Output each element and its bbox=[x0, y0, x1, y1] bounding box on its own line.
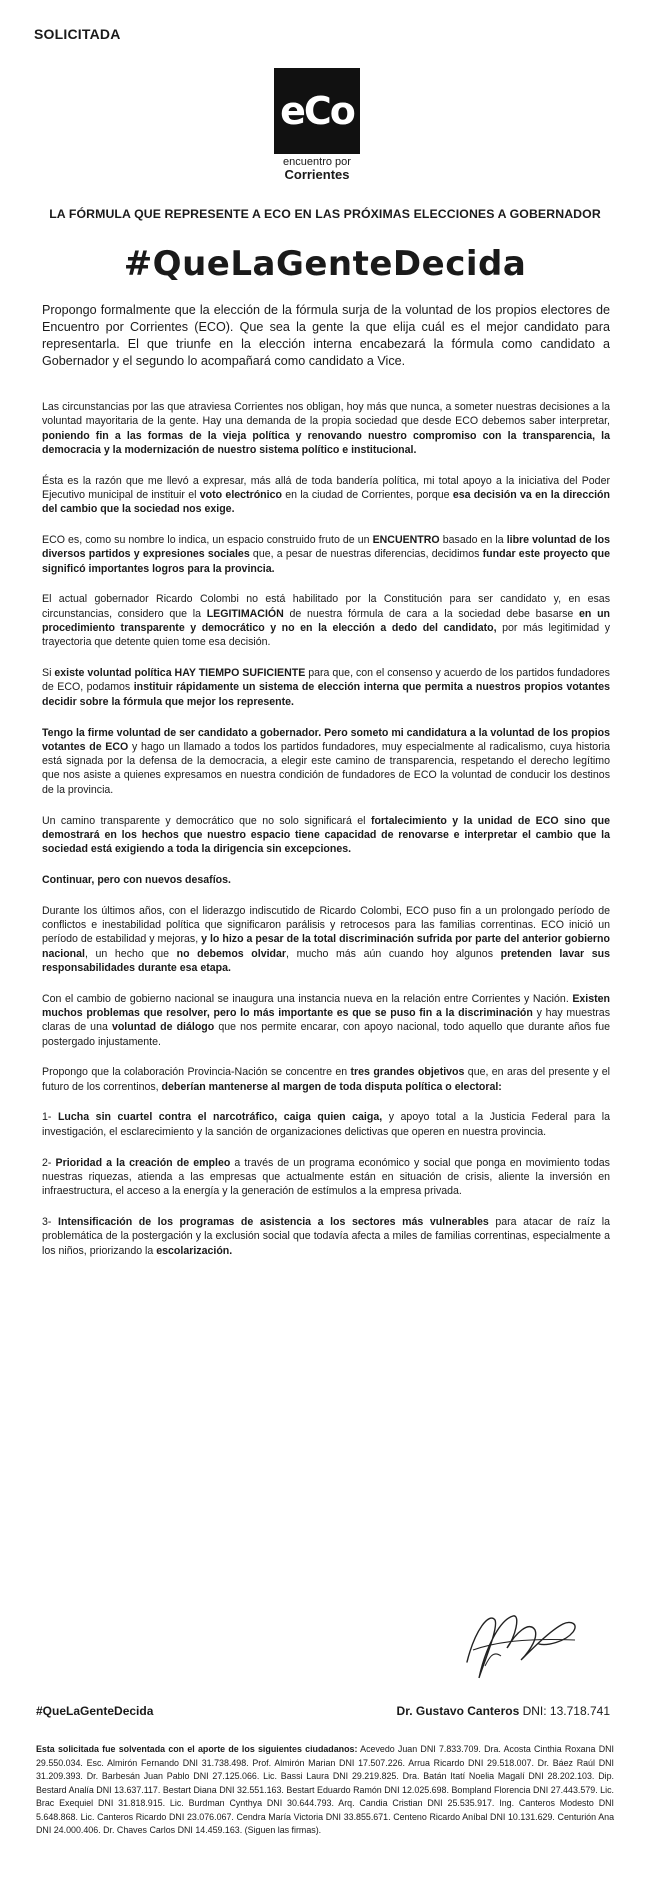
section-label: SOLICITADA bbox=[34, 26, 121, 42]
bold-text: Existen muchos problemas que resolver, pero lo más importante es que se puso fin a la discriminación bbox=[42, 992, 610, 1019]
bold-text: Continuar, pero con nuevos desafíos. bbox=[42, 873, 231, 886]
body-paragraph bbox=[42, 992, 610, 1049]
body-text: Un camino transparente y democrático que no solo significará el bbox=[42, 814, 371, 827]
body-text: , mucho más aún cuando hoy algunos bbox=[286, 947, 501, 960]
body-paragraph bbox=[42, 533, 610, 576]
bold-text: en un procedimiento transparente y democrático y no en la elección a dedo del candidato, bbox=[42, 607, 611, 635]
body-paragraph bbox=[42, 1110, 610, 1139]
body-text: a través de un programa económico y social que ponga en movimiento todas nuestras riquezas, atienda a las empresas que actualmente están en situación de crisis, aliente la inversión en infraestructura, el acceso a la energía y la generación de estímulos a la empresa privada. bbox=[42, 1156, 610, 1198]
bold-text: fundar este proyecto que significó importantes logros para la provincia. bbox=[42, 548, 610, 575]
eco-logo bbox=[274, 68, 360, 154]
body-paragraph bbox=[42, 1215, 610, 1258]
bold-text: esa decisión va en la dirección del cambio que la sociedad nos exige. bbox=[42, 488, 610, 516]
body-text: 1- bbox=[42, 1111, 58, 1124]
body-paragraph bbox=[42, 814, 610, 857]
body-text: Las circunstancias por las que atraviesa Corrientes nos obligan, hoy más que nunca, a someter nuestras decisiones a la voluntad mayoritaria de la gente. Hay una demanda de la propia sociedad que desde ECO debemos saber interpretar, bbox=[42, 401, 610, 428]
signer-block bbox=[397, 1704, 610, 1718]
body-text: en la ciudad de Corrientes, porque bbox=[281, 488, 453, 501]
body-paragraph bbox=[42, 1156, 610, 1199]
body-text: Propongo que la colaboración Provincia-Nación se concentre en bbox=[42, 1066, 351, 1079]
body-text: El actual gobernador Ricardo Colombi no está habilitado por la Constitución para ser candidato y, en esas circunstancias, considero que la bbox=[42, 593, 610, 620]
body-paragraph bbox=[42, 873, 610, 887]
bold-text: Intensificación de los programas de asistencia a los sectores más vulnerables bbox=[58, 1215, 489, 1228]
bold-text: Tengo la firme voluntad de ser candidato a gobernador. Pero someto mi candidatura a la voluntad de los propios votantes de ECO bbox=[42, 726, 610, 753]
article-body bbox=[42, 400, 610, 1274]
logo-line2: Corrientes bbox=[284, 167, 350, 182]
body-paragraph bbox=[42, 726, 610, 797]
body-text: , un hecho que bbox=[84, 947, 177, 960]
bold-text: poniendo fin a las formas de la vieja política y renovando nuestro compromiso con la transparencia, la democracia y la modernización de nuestro sistema político e institucional. bbox=[42, 429, 610, 456]
bold-text: y lo hizo a pesar de la total discriminación sufrida por parte del anterior gobierno nacional bbox=[42, 933, 610, 960]
body-text: y hago un llamado a todos los partidos fundadores, muy especialmente al radicalismo, cuya historia está signada por la defensa de la democracia, a elegir este camino de transparencia, respetando el derecho legítimo que nos asiste a quienes expresamos en nuestra condición de fundadores de ECO la voluntad de conducir los destinos de la provincia. bbox=[42, 740, 610, 796]
body-text: 3- bbox=[42, 1215, 58, 1228]
body-text: Durante los últimos años, con el liderazgo indiscutido de Ricardo Colombi, ECO puso fin a un prolongado período de conflictos e inestabilidad política que significaron parálisis y retrocesos para las familias correntinas. ECO inició un período de estabilidad y mejoras, bbox=[42, 904, 610, 946]
handwritten-signature bbox=[455, 1590, 585, 1685]
bold-text: libre voluntad de los diversos partidos y expresiones sociales bbox=[42, 534, 611, 561]
body-paragraph bbox=[42, 1065, 610, 1094]
footer-hashtag: #QueLaGenteDecida bbox=[36, 1704, 154, 1718]
body-paragraph bbox=[42, 666, 610, 709]
body-paragraph bbox=[42, 904, 610, 975]
contributors-block bbox=[36, 1743, 614, 1838]
bold-text: voto electrónico bbox=[199, 488, 282, 501]
contributors-lead: Esta solicitada fue solventada con el aporte de los siguientes ciudadanos: bbox=[36, 1744, 358, 1754]
logo-line1: encuentro por bbox=[283, 156, 351, 168]
body-paragraph bbox=[42, 592, 610, 649]
signer-name: Dr. Gustavo Canteros bbox=[396, 1704, 520, 1718]
body-text: Si bbox=[42, 667, 55, 680]
page-title: #QueLaGenteDecida bbox=[123, 244, 527, 284]
headline: LA FÓRMULA QUE REPRESENTE A ECO EN LAS PRÓXIMAS ELECCIONES A GOBERNADOR bbox=[49, 207, 601, 221]
bold-text: existe voluntad política HAY TIEMPO SUFICIENTE bbox=[54, 667, 306, 680]
body-text: que nos permite encarar, con apoyo nacional, todo aquello que durante años fue postergado injustamente. bbox=[42, 1021, 610, 1048]
bold-text: no debemos olvidar bbox=[176, 947, 287, 960]
bold-text: voluntad de diálogo bbox=[111, 1021, 215, 1034]
body-text: 2- bbox=[42, 1156, 56, 1169]
bold-text: Lucha sin cuartel contra el narcotráfico, caiga quien caiga, bbox=[57, 1111, 383, 1124]
body-text: ECO es, como su nombre lo indica, un espacio construido fruto de un bbox=[42, 534, 373, 547]
body-text: que, en aras del presente y el futuro de los correntinos, bbox=[42, 1066, 610, 1093]
bold-text: fortalecimiento y la unidad de ECO sino que demostrará en los hechos que nuestro espacio tiene capacidad de renovarse e interpretar el cambio que la sociedad está exigiendo a toda la dirigencia sin excepciones. bbox=[42, 814, 610, 856]
body-text: que, a pesar de nuestras diferencias, decidimos bbox=[249, 548, 483, 561]
bold-text: tres grandes objetivos bbox=[350, 1066, 465, 1079]
body-text: para atacar de raíz la problemática de la postergación y la exclusión social que todavía afecta a miles de familias correntinas, especialmente a los niños, priorizando la bbox=[42, 1215, 610, 1257]
body-text: Con el cambio de gobierno nacional se inaugura una instancia nueva en la relación entre Corrientes y Nación. bbox=[42, 992, 573, 1005]
body-text: basado en la bbox=[439, 534, 507, 547]
body-text: para que, con el consenso y acuerdo de los partidos fundadores de ECO, podamos bbox=[42, 667, 610, 694]
signer-dni: DNI: 13.718.741 bbox=[522, 1704, 610, 1718]
contributors-list: Acevedo Juan DNI 7.833.709. Dra. Acosta Cinthia Roxana DNI 29.550.034. Esc. Almirón Fernando DNI 31.738.498. Prof. Almirón Marian DNI 17.507.226. Arrua Ricardo DNI 29.518.007. Dr. Báez Raúl DNI 31.209.393. Dr. Barbesán Juan Pablo DNI 27.125.066. Lic. Bassi Laura DNI 29.219.825. Dra. Batán Itatí Noelia Magalí DNI 28.202.103. Dip. Bestard Analía DNI 13.637.117. Bestart Diana DNI 32.551.163. Bestart Eduardo Ramón DNI 12.025.698. Bompland Florencia DNI 27.443.579. Lic. Brac Exequiel DNI 31.818.915. Lic. Burdman Cynthya DNI 30.644.793. Arq. Candia Cristian DNI 25.535.917. Ing. Canteros Modesto DNI 5.648.868. Lic. Canteros Ricardo DNI 23.076.067. Cendra María Victoria DNI 33.855.671. Centeno Ricardo Aníbal DNI 10.131.629. Centurión Ana DNI 24.000.406. Dr. Chaves Carlos DNI 14.459.163. (Siguen las firmas). bbox=[36, 1744, 614, 1835]
logo-mark: eCo bbox=[280, 89, 354, 133]
body-text: Ésta es la razón que me llevó a expresar, más allá de toda bandería política, mi total apoyo a la iniciativa del Poder Ejecutivo municipal de instituir el bbox=[42, 474, 610, 501]
bold-text: deberían mantenerse al margen de toda disputa política o electoral: bbox=[161, 1080, 502, 1093]
bold-text: pretenden lavar sus responsabilidades durante esa etapa. bbox=[42, 947, 610, 974]
intro-paragraph: Propongo formalmente que la elección de la fórmula surja de la voluntad de los propios electores de Encuentro por Corrientes (ECO). Que sea la gente la que elija cuál es el mejor candidato para representarla. El que triunfe en la elección interna encabezará la fórmula como candidato a Gobernador y el segundo lo acompañará como candidato a Vice. bbox=[42, 303, 610, 368]
body-paragraph bbox=[42, 474, 610, 517]
body-text: y hay muestras claras de una bbox=[42, 1007, 610, 1034]
logo-caption bbox=[255, 156, 379, 182]
bold-text: Prioridad a la creación de empleo bbox=[55, 1156, 231, 1169]
bold-text: LEGITIMACIÓN bbox=[206, 607, 284, 620]
body-text: de nuestra fórmula de cara a la sociedad debe basarse bbox=[283, 607, 580, 620]
bold-text: instituir rápidamente un sistema de elección interna que permita a nuestros propios votantes decidir sobre la fórmula que mejor los represente. bbox=[42, 681, 610, 708]
bold-text: escolarización. bbox=[156, 1244, 233, 1257]
bold-text: ENCUENTRO bbox=[372, 534, 440, 547]
body-paragraph bbox=[42, 400, 610, 457]
body-text: y apoyo total a la Justicia Federal para la investigación, el esclarecimiento y la sanción de organizaciones delictivas que operen en nuestra provincia. bbox=[42, 1111, 610, 1138]
body-text: por más legitimidad y trayectoria que detente quien tome esa decisión. bbox=[42, 622, 610, 649]
